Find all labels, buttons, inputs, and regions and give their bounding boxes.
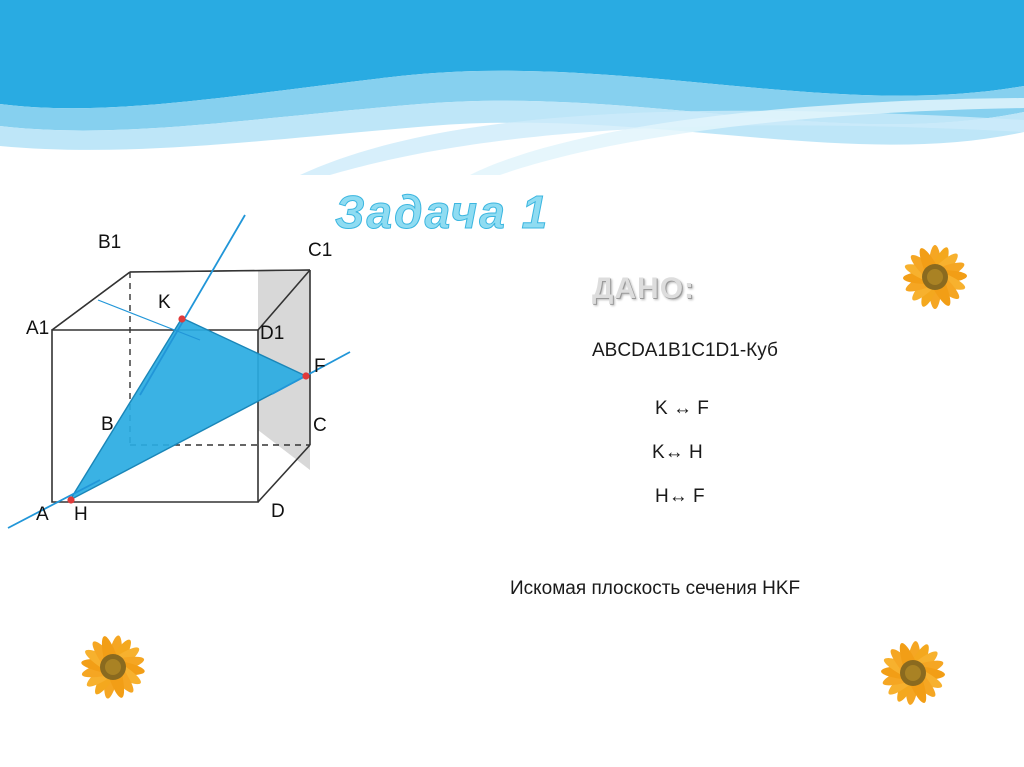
vertex-label-k: K [158, 292, 171, 313]
vertex-label-c: C [313, 415, 327, 436]
vertex-label-a: A [36, 504, 49, 525]
given-line-kh: K↔ H [652, 442, 703, 463]
vertex-label-h: H [74, 504, 88, 525]
vertex-label-b1: B1 [98, 232, 122, 253]
vertex-label-d: D [271, 501, 285, 522]
flower-icon [858, 618, 968, 733]
conclusion-text: Искомая плоскость сечения HKF [510, 578, 801, 599]
cube-edge-dc [258, 445, 310, 502]
cube-section-diagram [0, 180, 420, 555]
vertex-label-a1: A1 [26, 318, 50, 339]
point-k [178, 315, 185, 322]
vertex-label-f: F [314, 356, 326, 377]
header-band [0, 0, 1024, 175]
flower-icon [880, 222, 990, 337]
page-title: Задача 1 [335, 186, 550, 238]
vertex-label-c1: C1 [308, 240, 333, 261]
vertex-label-d1: D1 [260, 323, 285, 344]
given-heading: ДАНО: [592, 272, 696, 305]
flower-icon [58, 612, 168, 727]
point-h [67, 496, 74, 503]
cube-edge-a1b1 [52, 272, 130, 330]
vertex-label-b: B [101, 414, 114, 435]
given-line-cube: ABCDA1B1C1D1-Куб [592, 340, 778, 361]
given-line-kf: K ↔ F [655, 398, 709, 419]
given-line-hf: H↔ F [655, 486, 705, 507]
point-f [302, 372, 309, 379]
